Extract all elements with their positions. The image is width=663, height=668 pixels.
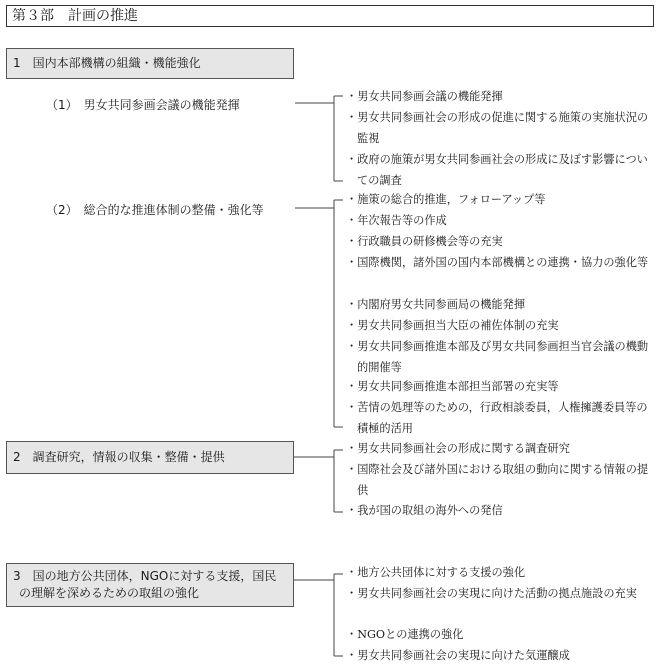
- list-item: ・行政職員の研修機会等の充実: [346, 235, 503, 248]
- list-item: ・男女共同参画社会の形成の促進に関する施策の実施状況の監視: [346, 111, 649, 145]
- list-item: ・内閣府男女共同参画局の機能発揮: [346, 298, 526, 311]
- subsection-1-2-label: （2） 総合的な推進体制の整備・強化等: [46, 203, 264, 217]
- list-item: ・国際機関，諸外国の国内本部機構との連携・協力の強化等: [346, 256, 649, 269]
- list-item: ・我が国の取組の海外への発信: [346, 504, 503, 517]
- section-3-label-line-2: の理解を深めるための取組の強化: [19, 586, 200, 600]
- list-item: ・男女共同参画社会の実現に向けた気運醸成: [346, 649, 570, 662]
- section-1-label: 1 国内本部機構の組織・機能強化: [13, 56, 201, 70]
- list-item: ・地方公共団体に対する支援の強化: [346, 566, 526, 579]
- section-3-label-line-1: 3 国の地方公共団体，NGOに対する支援，国民: [13, 569, 277, 583]
- list-item: ・男女共同参画担当大臣の補佐体制の充実: [346, 319, 559, 332]
- list-item: ・施策の総合的推進，フォローアップ等: [346, 193, 546, 206]
- list-item: ・国際社会及び諸外国における取組の動向に関する情報の提供: [346, 463, 649, 497]
- list-item: ・政府の施策が男女共同参画社会の形成に及ぼす影響についての調査: [346, 153, 648, 187]
- subsection-1-1-label: （1） 男女共同参画会議の機能発揮: [46, 98, 240, 112]
- section-2-label: 2 調査研究，情報の収集・整備・提供: [13, 450, 225, 464]
- list-item: ・苦情の処理等のための，行政相談委員，人権擁護委員等の積極的活用: [346, 401, 648, 435]
- list-item: ・年次報告等の作成: [346, 214, 447, 227]
- list-item: ・男女共同参画推進本部担当部署の充実等: [346, 380, 559, 393]
- list-item: ・男女共同参画社会の実現に向けた活動の拠点施設の充実: [346, 587, 637, 600]
- list-item: ・男女共同参画会議の機能発揮: [346, 90, 503, 103]
- page-title: 第３部 計画の推進: [6, 5, 654, 27]
- list-item: ・男女共同参画社会の形成に関する調査研究: [346, 442, 570, 455]
- list-item: ・NGOとの連携の強化: [346, 628, 464, 641]
- list-item: ・男女共同参画推進本部及び男女共同参画担当官会議の機動的開催等: [346, 340, 649, 374]
